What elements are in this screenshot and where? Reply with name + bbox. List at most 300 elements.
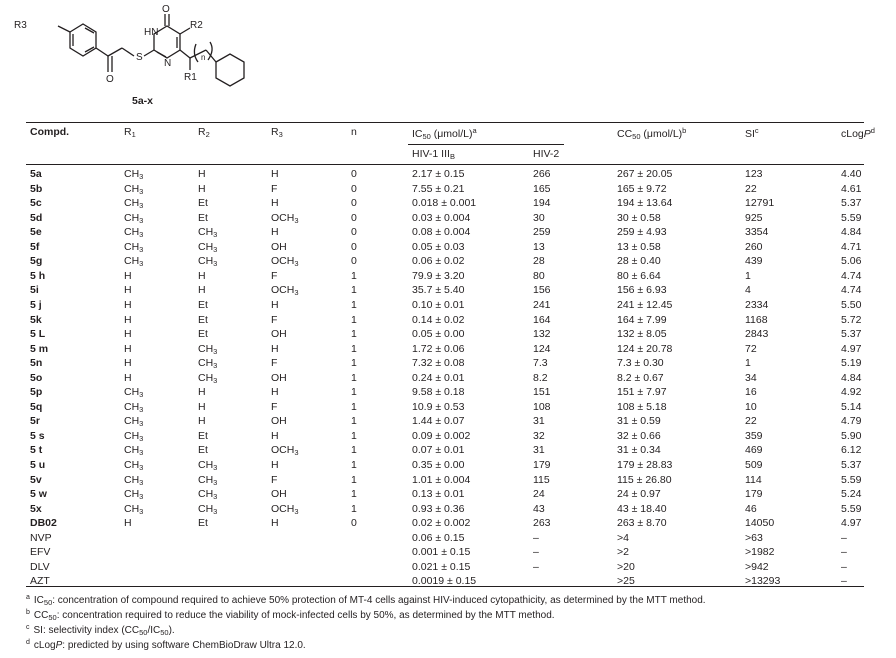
- cell-r2: $CH_3$: [198, 488, 218, 502]
- cell-r2: $CH_3$: [198, 357, 218, 371]
- cell-compd: 5 t: [30, 444, 43, 457]
- cell-n: 1: [351, 298, 357, 311]
- cell-n: 0: [351, 211, 357, 224]
- footnote-d: $^d$ cLogP: predicted by using software ChemBioDraw Ultra 12.0.: [26, 639, 306, 651]
- cell-si: 114: [745, 473, 762, 486]
- cell-r3: H: [271, 197, 279, 210]
- cell-cc50: 165 ± 9.72: [617, 182, 667, 195]
- table-row: [26, 183, 864, 197]
- header-hiv1: HIV-1 $III_B$: [412, 148, 455, 161]
- table-row: [26, 343, 864, 357]
- cell-r1: $CH_3$: [124, 488, 144, 502]
- cell-clogp: 4.79: [841, 415, 862, 428]
- footnote-b: $^b$ $CC_{50}$: concentration required to reduce the viability of mock-infected cells by 50%, as determined by the MTT method.: [26, 609, 555, 622]
- r1-atom-label: R1: [184, 72, 197, 83]
- cell-hiv1: 0.03 ± 0.004: [412, 211, 471, 224]
- cell-n: 0: [351, 226, 357, 239]
- cell-cc50: 124 ± 20.78: [617, 342, 673, 355]
- cell-clogp: 6.12: [841, 444, 862, 457]
- cell-r2: H: [198, 386, 206, 399]
- cell-compd: 5b: [30, 182, 43, 195]
- nitrogen-atom-label: N: [164, 58, 172, 69]
- cell-si: 4: [745, 284, 751, 297]
- cell-compd: 5o: [30, 371, 43, 384]
- cell-hiv2: 156: [533, 284, 551, 297]
- cell-compd: 5k: [30, 313, 42, 326]
- cell-n: 1: [351, 473, 357, 486]
- cell-si: 12791: [745, 197, 775, 210]
- cell-si: >1982: [745, 546, 775, 559]
- cell-hiv2: 124: [533, 342, 551, 355]
- cell-r1: $CH_3$: [124, 197, 144, 211]
- cell-r3: H: [271, 168, 279, 180]
- cell-si: 469: [745, 444, 763, 457]
- header-bottom-rule: [26, 164, 864, 165]
- cell-clogp: 5.59: [841, 211, 862, 224]
- cell-hiv2: 263: [533, 517, 551, 530]
- cell-n: 1: [351, 371, 357, 384]
- header-compd: Compd.: [30, 126, 70, 138]
- table-row: [26, 386, 864, 400]
- cell-cc50: 267 ± 20.05: [617, 168, 673, 180]
- cell-si: 14050: [745, 517, 775, 530]
- cell-si: 260: [745, 240, 763, 253]
- footnote-c: $^c$ SI: selectivity index $(CC_{50}/IC_{50})$.: [26, 624, 175, 637]
- cell-r2: $CH_3$: [198, 255, 218, 269]
- cell-n: 1: [351, 269, 357, 282]
- cell-si: 2843: [745, 328, 769, 341]
- cell-clogp: –: [841, 531, 847, 544]
- table-row: [26, 284, 864, 298]
- cell-compd: DB02: [30, 517, 57, 530]
- cell-hiv2: 24: [533, 488, 545, 501]
- cell-si: 1: [745, 269, 751, 282]
- top-rule: [26, 122, 864, 123]
- cell-hiv1: 7.55 ± 0.21: [412, 182, 465, 195]
- cell-r1: H: [124, 371, 132, 384]
- cell-si: 179: [745, 488, 763, 501]
- cell-r1: $CH_3$: [124, 444, 144, 458]
- benzene-ring: [70, 24, 96, 56]
- cell-hiv1: 10.9 ± 0.53: [412, 400, 465, 413]
- cell-compd: 5 h: [30, 269, 46, 282]
- cell-n: 1: [351, 502, 357, 515]
- header-si: $SI^c$: [745, 126, 759, 140]
- cell-r2: H: [198, 269, 206, 282]
- cell-cc50: >2: [617, 546, 629, 559]
- cell-n: 1: [351, 342, 357, 355]
- cell-n: 1: [351, 488, 357, 501]
- cell-clogp: 4.74: [841, 284, 862, 297]
- ic50-subheader-rule: [408, 144, 564, 145]
- table-row: [26, 168, 864, 182]
- cell-r3: H: [271, 386, 279, 399]
- cell-r3: F: [271, 269, 278, 282]
- cell-hiv1: 0.35 ± 0.00: [412, 459, 465, 471]
- cell-si: 359: [745, 429, 763, 442]
- cell-r1: $CH_3$: [124, 429, 144, 443]
- table-row: [26, 488, 864, 502]
- cell-n: 0: [351, 240, 357, 253]
- cell-hiv1: 0.93 ± 0.36: [412, 502, 465, 515]
- cell-hiv2: 241: [533, 298, 551, 311]
- cell-r2: Et: [198, 429, 208, 442]
- cell-r3: $OCH_3$: [271, 284, 299, 298]
- cell-compd: 5q: [30, 400, 43, 413]
- cell-r2: Et: [198, 444, 208, 457]
- cell-n: 1: [351, 328, 357, 341]
- cell-clogp: 5.50: [841, 298, 862, 311]
- structure-caption: 5a-x: [132, 95, 154, 107]
- cell-hiv1: 0.0019 ± 0.15: [412, 575, 477, 588]
- cell-cc50: 241 ± 12.45: [617, 298, 673, 311]
- cell-clogp: 4.71: [841, 240, 862, 253]
- cell-hiv1: 9.58 ± 0.18: [412, 386, 465, 399]
- cell-si: 509: [745, 459, 763, 471]
- table-row: [26, 561, 864, 575]
- table-row: [26, 575, 864, 589]
- table-row: [26, 357, 864, 371]
- table-row: [26, 430, 864, 444]
- cell-si: >63: [745, 531, 763, 544]
- cell-cc50: 7.3 ± 0.30: [617, 357, 664, 370]
- cell-compd: 5r: [30, 415, 40, 428]
- cell-r3: H: [271, 517, 279, 530]
- cell-si: 22: [745, 415, 757, 428]
- cell-cc50: 28 ± 0.40: [617, 255, 661, 268]
- cell-n: 0: [351, 517, 357, 530]
- cell-r1: $CH_3$: [124, 502, 144, 516]
- cell-hiv2: 7.3: [533, 357, 548, 370]
- r2-atom-label: R2: [190, 20, 203, 31]
- header-cc50: $CC_{50}$ $(\mu mol/L)^b$: [617, 126, 687, 141]
- bottom-rule: [26, 586, 864, 587]
- cell-r2: H: [198, 168, 206, 180]
- cell-n: 1: [351, 400, 357, 413]
- table-row: [26, 459, 864, 473]
- cell-n: 1: [351, 459, 357, 471]
- cell-si: 22: [745, 182, 757, 195]
- cell-hiv2: 151: [533, 386, 551, 399]
- cell-hiv1: 0.09 ± 0.002: [412, 429, 471, 442]
- r3-atom-label: R3: [14, 20, 27, 31]
- cell-hiv2: 28: [533, 255, 545, 268]
- cell-r1: $CH_3$: [124, 255, 144, 269]
- cell-compd: 5x: [30, 502, 42, 515]
- cell-clogp: 4.40: [841, 168, 862, 180]
- cell-r3: F: [271, 357, 278, 370]
- cell-hiv1: 0.08 ± 0.004: [412, 226, 471, 239]
- cell-cc50: 13 ± 0.58: [617, 240, 661, 253]
- cell-hiv2: 115: [533, 473, 550, 486]
- cell-r2: H: [198, 400, 206, 413]
- cell-r1: $CH_3$: [124, 400, 144, 414]
- cell-r3: F: [271, 313, 278, 326]
- cell-clogp: 4.84: [841, 371, 862, 384]
- cell-compd: 5c: [30, 197, 42, 210]
- cell-hiv1: 1.01 ± 0.004: [412, 473, 471, 486]
- cell-r1: $CH_3$: [124, 182, 144, 196]
- cell-r3: $OCH_3$: [271, 502, 299, 516]
- cell-cc50: 164 ± 7.99: [617, 313, 667, 326]
- cell-r1: H: [124, 313, 132, 326]
- table-row: [26, 314, 864, 328]
- cell-cc50: 24 ± 0.97: [617, 488, 661, 501]
- cell-hiv1: 0.06 ± 0.15: [412, 531, 465, 544]
- cell-r1: $CH_3$: [124, 415, 144, 429]
- cell-si: >942: [745, 560, 769, 573]
- cell-cc50: 263 ± 8.70: [617, 517, 667, 530]
- cell-r3: H: [271, 459, 279, 471]
- cell-hiv1: 0.10 ± 0.01: [412, 298, 465, 311]
- cell-r2: Et: [198, 298, 208, 311]
- cell-clogp: –: [841, 575, 847, 588]
- cell-clogp: 4.97: [841, 517, 862, 530]
- cell-hiv1: 0.05 ± 0.03: [412, 240, 465, 253]
- cell-hiv1: 0.02 ± 0.002: [412, 517, 471, 530]
- cell-clogp: 5.37: [841, 328, 862, 341]
- cell-cc50: 31 ± 0.34: [617, 444, 661, 457]
- cell-cc50: >4: [617, 531, 629, 544]
- cell-clogp: 5.14: [841, 400, 862, 413]
- cell-r1: $CH_3$: [124, 240, 144, 254]
- table-row: [26, 255, 864, 269]
- cell-si: 34: [745, 371, 757, 384]
- cell-compd: 5e: [30, 226, 42, 239]
- cell-si: 439: [745, 255, 763, 268]
- cell-si: 2334: [745, 298, 769, 311]
- cell-r2: $CH_3$: [198, 371, 218, 385]
- cell-hiv2: 194: [533, 197, 551, 210]
- cell-si: 1168: [745, 313, 768, 326]
- cell-n: 1: [351, 386, 357, 399]
- cell-hiv2: 266: [533, 168, 551, 180]
- table-row: [26, 328, 864, 342]
- cell-si: 123: [745, 168, 763, 180]
- table-row: [26, 474, 864, 488]
- cell-r3: F: [271, 473, 278, 486]
- cell-hiv2: 164: [533, 313, 551, 326]
- cell-clogp: 5.59: [841, 502, 862, 515]
- header-r3: $R_3$: [271, 126, 283, 139]
- table-row: [26, 197, 864, 211]
- cell-n: 1: [351, 357, 357, 370]
- cell-r2: H: [198, 182, 206, 195]
- cell-hiv2: 259: [533, 226, 551, 239]
- chemical-structure-diagram: [10, 2, 250, 106]
- cell-n: 0: [351, 168, 357, 180]
- cell-clogp: 5.90: [841, 429, 862, 442]
- cell-r1: H: [124, 298, 132, 311]
- cell-r2: $CH_3$: [198, 459, 218, 472]
- cell-hiv1: 7.32 ± 0.08: [412, 357, 465, 370]
- cell-compd: 5 w: [30, 488, 47, 501]
- cell-cc50: 179 ± 28.83: [617, 459, 673, 471]
- cell-r3: $OCH_3$: [271, 444, 299, 458]
- cell-hiv1: 0.13 ± 0.01: [412, 488, 465, 501]
- cell-n: 1: [351, 444, 357, 457]
- cell-r3: F: [271, 182, 278, 195]
- cell-si: 1: [745, 357, 751, 370]
- table-row: [26, 241, 864, 255]
- cell-r2: Et: [198, 197, 208, 210]
- cell-cc50: 156 ± 6.93: [617, 284, 667, 297]
- cell-cc50: 31 ± 0.59: [617, 415, 661, 428]
- cell-compd: 5p: [30, 386, 43, 399]
- cell-r1: H: [124, 284, 132, 297]
- cell-compd: 5g: [30, 255, 43, 268]
- cell-si: >13293: [745, 575, 781, 588]
- cell-clogp: 4.74: [841, 269, 862, 282]
- table-row: [26, 444, 864, 458]
- cell-hiv2: –: [533, 546, 539, 559]
- cell-compd: 5n: [30, 357, 43, 370]
- cell-cc50: >20: [617, 560, 635, 573]
- cell-hiv2: 13: [533, 240, 545, 253]
- cell-r3: $OCH_3$: [271, 255, 299, 269]
- cell-hiv1: 0.05 ± 0.00: [412, 328, 465, 341]
- cell-compd: 5i: [30, 284, 39, 297]
- cell-r3: $OCH_3$: [271, 211, 299, 225]
- cell-hiv2: 31: [533, 415, 545, 428]
- cell-clogp: –: [841, 546, 847, 559]
- header-n: n: [351, 126, 357, 138]
- cell-compd: 5v: [30, 473, 42, 486]
- cell-r1: H: [124, 517, 132, 530]
- oxygen-top-label: O: [162, 4, 170, 15]
- cell-r1: $CH_3$: [124, 211, 144, 225]
- cell-n: 1: [351, 313, 357, 326]
- cell-compd: AZT: [30, 575, 50, 588]
- cell-hiv1: 1.44 ± 0.07: [412, 415, 465, 428]
- cell-hiv1: 79.9 ± 3.20: [412, 269, 465, 282]
- cell-hiv1: 0.018 ± 0.001: [412, 197, 477, 210]
- table-row: [26, 226, 864, 240]
- table-row: [26, 517, 864, 531]
- cell-cc50: 8.2 ± 0.67: [617, 371, 664, 384]
- cell-clogp: 5.72: [841, 313, 862, 326]
- cell-cc50: 80 ± 6.64: [617, 269, 661, 282]
- cell-r1: H: [124, 328, 132, 341]
- cell-r1: $CH_3$: [124, 168, 144, 181]
- cell-hiv1: 0.06 ± 0.02: [412, 255, 465, 268]
- cell-r3: F: [271, 400, 278, 413]
- cell-si: 10: [745, 400, 757, 413]
- cell-clogp: 5.59: [841, 473, 862, 486]
- cell-r1: $CH_3$: [124, 226, 144, 240]
- cell-hiv1: 0.001 ± 0.15: [412, 546, 471, 559]
- cell-r1: H: [124, 357, 132, 370]
- cell-r2: $CH_3$: [198, 226, 218, 240]
- cell-compd: 5 m: [30, 342, 49, 355]
- cell-r2: H: [198, 284, 206, 297]
- cell-n: 0: [351, 197, 357, 210]
- cell-cc50: 32 ± 0.66: [617, 429, 661, 442]
- table-row: [26, 503, 864, 517]
- header-r1: $R_1$: [124, 126, 136, 139]
- cell-hiv2: 165: [533, 182, 551, 195]
- cyclohexane-ring: [216, 54, 244, 86]
- cell-r2: $CH_3$: [198, 502, 218, 516]
- table-row: [26, 401, 864, 415]
- cell-hiv2: 80: [533, 269, 545, 282]
- cell-si: 46: [745, 502, 757, 515]
- cell-n: 1: [351, 284, 357, 297]
- header-r2: $R_2$: [198, 126, 210, 139]
- cell-hiv2: 8.2: [533, 371, 548, 384]
- cell-compd: 5a: [30, 168, 42, 180]
- cell-hiv2: 132: [533, 328, 551, 341]
- cell-r3: H: [271, 342, 279, 355]
- header-hiv2: HIV-2: [533, 148, 560, 160]
- cell-r2: $CH_3$: [198, 240, 218, 254]
- cell-r2: Et: [198, 313, 208, 326]
- cell-hiv2: 179: [533, 459, 551, 471]
- table-row: [26, 415, 864, 429]
- cell-clogp: 5.19: [841, 357, 862, 370]
- cell-hiv2: –: [533, 531, 539, 544]
- cell-r2: $CH_3$: [198, 342, 218, 356]
- hn-atom-label: HN: [144, 27, 159, 38]
- cell-cc50: 151 ± 7.97: [617, 386, 667, 399]
- cell-si: 72: [745, 342, 757, 355]
- cell-clogp: 5.06: [841, 255, 862, 268]
- header-clogp: cLogP$^d$: [841, 126, 875, 140]
- table-row: [26, 532, 864, 546]
- cell-compd: DLV: [30, 560, 50, 573]
- cell-hiv1: 35.7 ± 5.40: [412, 284, 465, 297]
- cell-n: 1: [351, 415, 357, 428]
- cell-compd: 5 j: [30, 298, 42, 311]
- cell-hiv2: 32: [533, 429, 545, 442]
- cell-hiv2: 30: [533, 211, 545, 224]
- cell-clogp: 4.97: [841, 342, 862, 355]
- cell-r3: H: [271, 298, 279, 311]
- table-row: [26, 372, 864, 386]
- cell-r1: $CH_3$: [124, 473, 144, 487]
- cell-r2: H: [198, 415, 206, 428]
- cell-cc50: 43 ± 18.40: [617, 502, 667, 515]
- cell-compd: 5d: [30, 211, 43, 224]
- cell-hiv2: 31: [533, 444, 545, 457]
- header-ic50: $IC_{50}$ $(\mu mol/L)^a$: [412, 126, 477, 141]
- cell-n: 0: [351, 255, 357, 268]
- cell-compd: 5 u: [30, 459, 46, 471]
- cell-r3: OH: [271, 415, 287, 428]
- cell-clogp: 5.37: [841, 197, 862, 210]
- cell-r1: $CH_3$: [124, 386, 144, 400]
- sulfur-atom-label: S: [136, 52, 143, 63]
- cell-compd: NVP: [30, 531, 52, 544]
- table-row: [26, 212, 864, 226]
- cell-cc50: >25: [617, 575, 635, 588]
- table-row: [26, 299, 864, 313]
- cell-r1: H: [124, 269, 132, 282]
- cell-cc50: 115 ± 26.80: [617, 473, 672, 486]
- cell-cc50: 132 ± 8.05: [617, 328, 667, 341]
- cell-r3: OH: [271, 371, 287, 384]
- cell-clogp: 4.61: [841, 182, 862, 195]
- cell-r3: H: [271, 226, 279, 239]
- ketone-oxygen-label: O: [106, 74, 114, 85]
- cell-si: 925: [745, 211, 763, 224]
- cell-clogp: 5.37: [841, 459, 862, 471]
- cell-compd: 5 L: [30, 328, 46, 341]
- cell-r2: Et: [198, 517, 208, 530]
- cell-r1: $CH_3$: [124, 459, 144, 472]
- cell-clogp: 4.92: [841, 386, 862, 399]
- cell-hiv1: 0.021 ± 0.15: [412, 560, 471, 573]
